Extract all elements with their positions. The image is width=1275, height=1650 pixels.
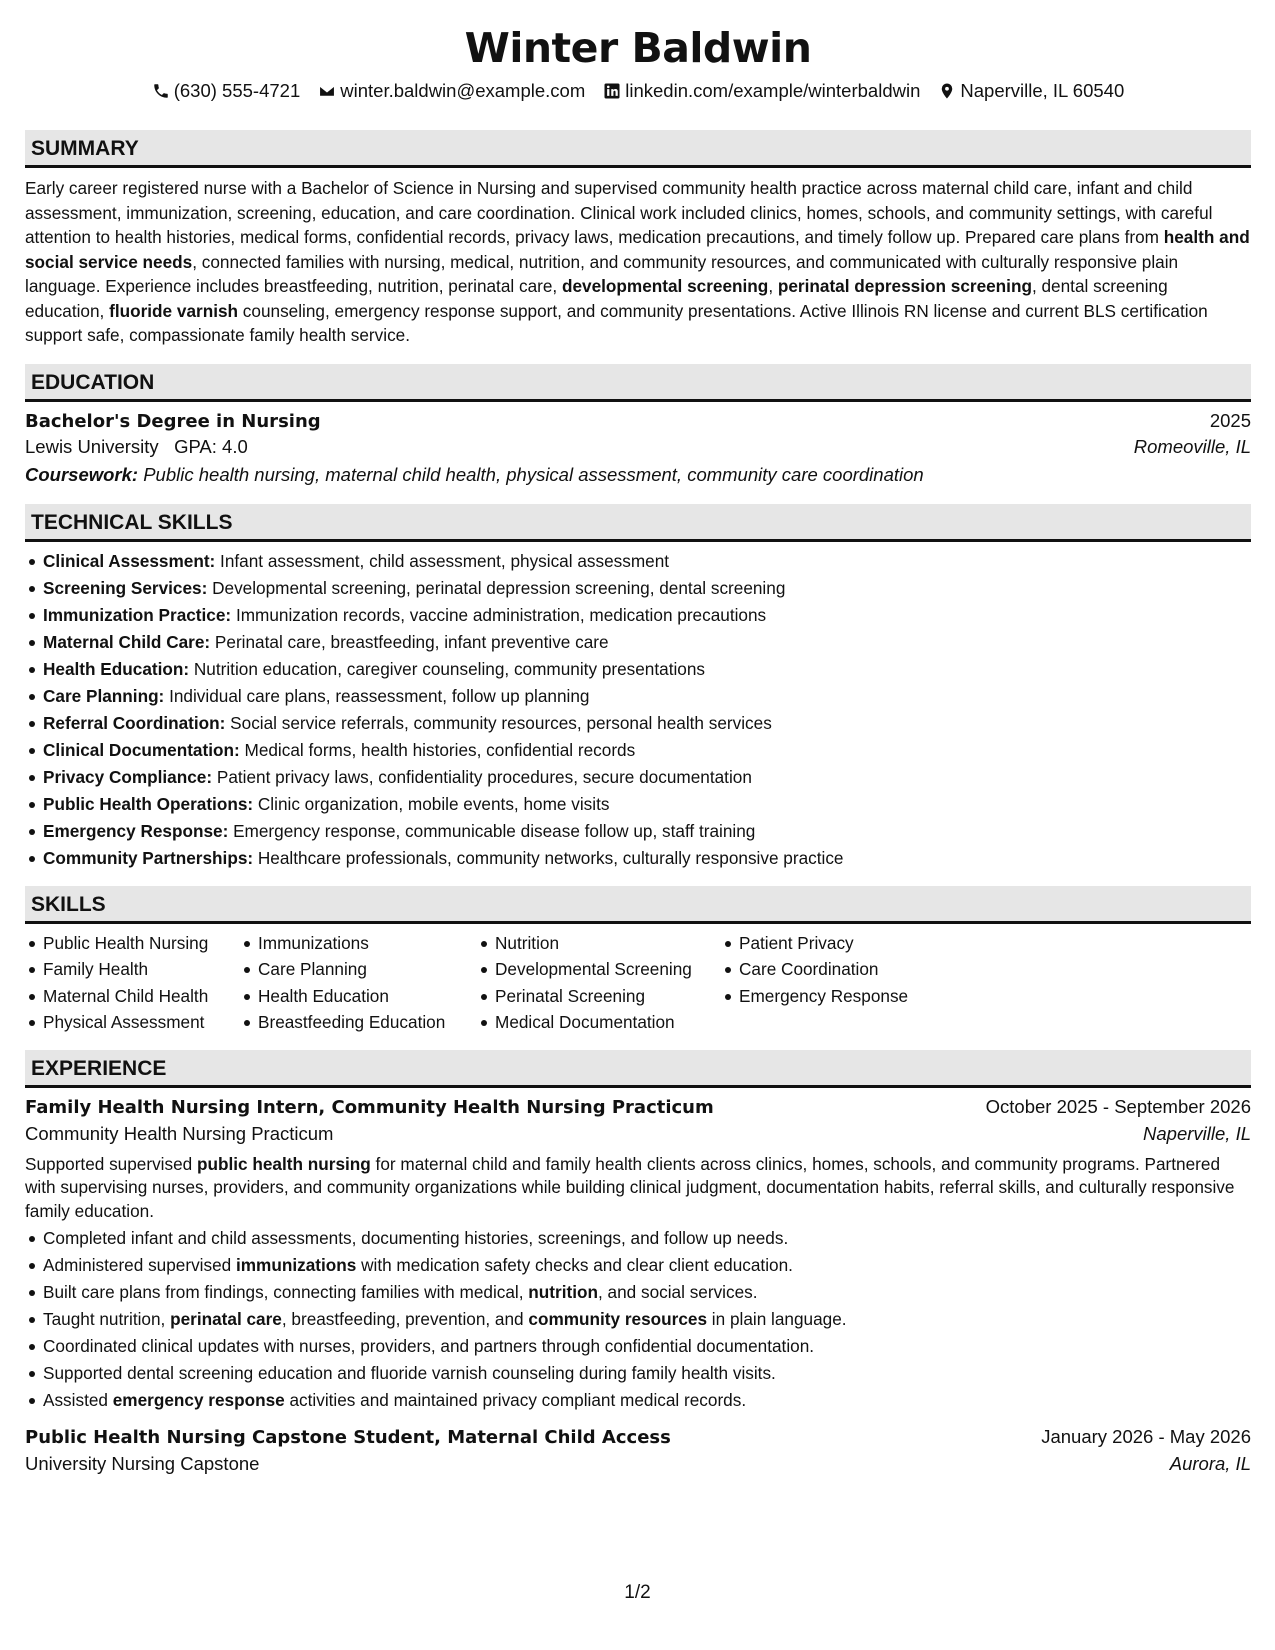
job1-location: Naperville, IL <box>1143 1122 1251 1144</box>
technical-skill-text: Nutrition education, caregiver counseling, community presentations <box>193 658 706 679</box>
technical-skill-text: Patient privacy laws, confidentiality procedures, secure documentation <box>216 766 752 787</box>
skill-item: Health Education <box>240 983 477 1010</box>
skills-heading: SKILLS <box>25 886 1251 924</box>
coursework-label: Coursework: <box>25 463 139 485</box>
school-name: Lewis University <box>25 435 159 457</box>
job1-bullet: Built care plans from findings, connecting families with medical, nutrition, and social services. <box>25 1279 1251 1306</box>
technical-skill-item <box>25 602 1251 629</box>
technical-skill-item <box>25 548 1251 575</box>
technical-skill-label: Clinical Assessment: <box>43 550 216 571</box>
job1-bullet: Taught nutrition, perinatal care, breastfeeding, prevention, and community resources in plain language. <box>25 1306 1251 1333</box>
education-heading: EDUCATION <box>25 364 1251 402</box>
skills-grid <box>25 930 1251 1036</box>
contact-email[interactable] <box>318 80 585 102</box>
job2-title: Public Health Nursing Capstone Student, Maternal Child Access <box>25 1427 671 1448</box>
technical-skill-text: Emergency response, communicable disease follow up, staff training <box>233 820 756 841</box>
experience-heading: EXPERIENCE <box>25 1050 1251 1088</box>
skill-item: Medical Documentation <box>477 1009 721 1036</box>
technical-skill-label: Community Partnerships: <box>43 847 254 868</box>
contact-bar <box>25 80 1251 102</box>
technical-skill-label: Emergency Response: <box>43 820 229 841</box>
school-line <box>25 436 248 458</box>
skill-item: Patient Privacy <box>721 930 971 957</box>
technical-skill-item <box>25 629 1251 656</box>
gpa: GPA: 4.0 <box>174 435 248 457</box>
coursework-text: Public health nursing, maternal child health, physical assessment, community care coordination <box>143 463 924 485</box>
technical-skill-text: Individual care plans, reassessment, follow up planning <box>169 685 590 706</box>
technical-skill-text: Healthcare professionals, community networks, culturally responsive practice <box>257 847 844 868</box>
technical-skill-item <box>25 656 1251 683</box>
skill-item: Perinatal Screening <box>477 983 721 1010</box>
job2-org: University Nursing Capstone <box>25 1453 260 1474</box>
skill-item: Public Health Nursing <box>25 930 240 957</box>
job1-bullets <box>25 1225 1251 1414</box>
coursework <box>25 464 1251 486</box>
job1-bullet: Completed infant and child assessments, documenting histories, screenings, and follow up needs. <box>25 1225 1251 1252</box>
technical-skill-label: Immunization Practice: <box>43 604 232 625</box>
skill-item: Physical Assessment <box>25 1009 240 1036</box>
linkedin-text: linkedin.com/example/winterbaldwin <box>625 80 921 101</box>
skill-item: Nutrition <box>477 930 721 957</box>
job1-header <box>25 1096 1251 1118</box>
technical-skill-item <box>25 710 1251 737</box>
technical-skill-text: Infant assessment, child assessment, physical assessment <box>220 550 670 571</box>
education-school-row <box>25 436 1251 458</box>
email-text: winter.baldwin@example.com <box>340 80 586 101</box>
skill-item: Family Health <box>25 956 240 983</box>
job2-subheader <box>25 1453 1251 1475</box>
technical-skill-item <box>25 737 1251 764</box>
skill-item: Care Planning <box>240 956 477 983</box>
skill-item: Care Coordination <box>721 956 971 983</box>
technical-skill-item <box>25 818 1251 845</box>
technical-skills-heading: TECHNICAL SKILLS <box>25 504 1251 542</box>
technical-skill-item <box>25 683 1251 710</box>
skill-item: Breastfeeding Education <box>240 1009 477 1036</box>
education-entry <box>25 410 1251 432</box>
job1-bullet: Supported dental screening education and fluoride varnish counseling during family health visits. <box>25 1360 1251 1387</box>
skills-column <box>721 930 971 1036</box>
job1-org: Community Health Nursing Practicum <box>25 1122 334 1144</box>
candidate-name: Winter Baldwin <box>464 24 812 72</box>
degree-year: 2025 <box>1209 409 1251 431</box>
technical-skill-item <box>25 845 1251 872</box>
technical-skill-label: Clinical Documentation: <box>43 739 240 760</box>
technical-skill-text: Perinatal care, breastfeeding, infant preventive care <box>214 631 609 652</box>
skills-column <box>477 930 721 1036</box>
technical-skill-text: Medical forms, health histories, confidential records <box>244 739 636 760</box>
technical-skill-item <box>25 575 1251 602</box>
contact-linkedin[interactable] <box>603 80 920 102</box>
job1-bullet: Coordinated clinical updates with nurses, providers, and partners through confidential documentation. <box>25 1333 1251 1360</box>
job2-location: Aurora, IL <box>1169 1453 1251 1474</box>
technical-skill-label: Care Planning: <box>43 685 165 706</box>
technical-skill-text: Developmental screening, perinatal depression screening, dental screening <box>212 577 786 598</box>
summary-heading: SUMMARY <box>25 130 1251 168</box>
technical-skill-text: Immunization records, vaccine administration, medication precautions <box>235 604 767 625</box>
envelope-icon <box>318 82 336 100</box>
technical-skill-item <box>25 791 1251 818</box>
location-text: Naperville, IL 60540 <box>960 80 1125 101</box>
job1-bullet: Assisted emergency response activities and maintained privacy compliant medical records. <box>25 1387 1251 1414</box>
job1-description: Supported supervised public health nursing for maternal child and family health clients across clinics, homes, schools, and community programs. Partnered with supervising nurses, providers, and community organizations while building clinical judgment, documentation habits, referral skills, and culturally responsive family education. <box>25 1153 1235 1221</box>
skill-item: Developmental Screening <box>477 956 721 983</box>
technical-skill-label: Health Education: <box>43 658 190 679</box>
contact-location <box>938 80 1124 102</box>
technical-skill-text: Social service referrals, community resources, personal health services <box>230 712 772 733</box>
technical-skill-label: Screening Services: <box>43 577 208 598</box>
technical-skill-text: Clinic organization, mobile events, home visits <box>257 793 610 814</box>
job2-dates: January 2026 - May 2026 <box>1041 1426 1251 1447</box>
phone-text: (630) 555-4721 <box>173 80 301 101</box>
school-location: Romeoville, IL <box>1133 435 1251 457</box>
technical-skill-item <box>25 764 1251 791</box>
skill-item: Immunizations <box>240 930 477 957</box>
job1-dates: October 2025 - September 2026 <box>985 1095 1251 1117</box>
technical-skill-label: Privacy Compliance: <box>43 766 213 787</box>
contact-phone[interactable] <box>152 80 301 102</box>
degree-title: Bachelor's Degree in Nursing <box>25 410 321 432</box>
technical-skill-label: Referral Coordination: <box>43 712 226 733</box>
summary-text: Early career registered nurse with a Bachelor of Science in Nursing and supervised community health practice across maternal child care, infant and child assessment, immunization, screening, education, and care coordination. Clinical work included clinics, homes, schools, and community settings, with careful attention to health histories, medical forms, confidential records, privacy laws, medication precautions, and timely follow up. Prepared care plans from health and social service needs, connected families with nursing, medical, nutrition, and community resources, and communicated with culturally responsive plain language. Experience includes breastfeeding, nutrition, perinatal care, developmental screening, perinatal depression screening, dental screening education, fluoride varnish counseling, emergency response support, and community presentations. Active Illinois RN license and current BLS certification support safe, compassionate family health service. <box>25 178 1250 345</box>
linkedin-icon <box>603 82 621 100</box>
page-number: 1/2 <box>624 1582 651 1603</box>
technical-skill-label: Maternal Child Care: <box>43 631 211 652</box>
job1-title: Family Health Nursing Intern, Community Health Nursing Practicum <box>25 1096 714 1118</box>
skills-column <box>240 930 477 1036</box>
job2-header <box>25 1426 1251 1448</box>
skills-column <box>25 930 240 1036</box>
map-pin-icon <box>938 82 956 100</box>
technical-skills-list <box>25 548 1251 872</box>
technical-skill-label: Public Health Operations: <box>43 793 254 814</box>
resume-page <box>25 0 1251 1475</box>
skill-item: Emergency Response <box>721 983 971 1010</box>
job1-bullet: Administered supervised immunizations with medication safety checks and clear client education. <box>25 1252 1251 1279</box>
phone-icon <box>152 82 170 100</box>
skill-item: Maternal Child Health <box>25 983 240 1010</box>
job1-subheader <box>25 1123 1251 1145</box>
